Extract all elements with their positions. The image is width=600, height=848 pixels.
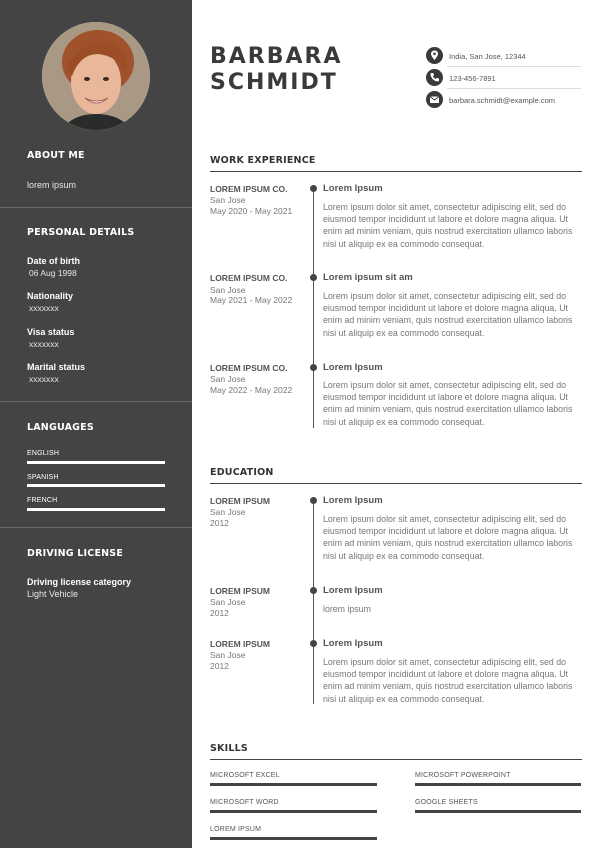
- skill-label: MICROSOFT POWERPOINT: [415, 772, 511, 779]
- timeline-dot: [310, 587, 317, 594]
- education-title: EDUCATION: [210, 467, 274, 478]
- candidate-name: [210, 44, 343, 96]
- work-location: San Jose: [210, 374, 246, 384]
- language-label: ENGLISH: [27, 450, 60, 457]
- contact-email[interactable]: barbara.schmidt@example.com: [449, 96, 555, 105]
- marital-value: xxxxxxx: [29, 374, 59, 384]
- contact-phone: 123-456-7891: [449, 74, 496, 83]
- education-degree: Lorem Ipsum: [323, 638, 383, 649]
- section-rule: [210, 759, 582, 760]
- divider: [0, 207, 192, 208]
- education-degree: Lorem Ipsum: [323, 585, 383, 596]
- timeline-dot: [310, 274, 317, 281]
- education-description: lorem ipsum: [323, 604, 371, 614]
- education-school: LOREM IPSUM: [210, 639, 270, 649]
- work-company: LOREM IPSUM CO.: [210, 184, 288, 194]
- marital-label: Marital status: [27, 362, 86, 372]
- work-company: LOREM IPSUM CO.: [210, 273, 288, 283]
- skill-level-bar: [210, 837, 377, 840]
- dob-label: Date of birth: [27, 256, 80, 266]
- driving-license-value: Light Vehicle: [27, 589, 79, 599]
- profile-photo: [42, 22, 150, 130]
- education-location: San Jose: [210, 597, 246, 607]
- skill-label: GOOGLE SHEETS: [415, 799, 478, 806]
- work-description: Lorem ipsum dolor sit amet, consectetur adipiscing elit, sed do eiusmod tempor incididunt ut labore et dolore magna aliqua. Ut enim ad minim veniam, quis nostrud exercitation ullamco laboris nisi ut aliquip ex ea commodo consequat.: [323, 380, 573, 427]
- skill-level-bar: [210, 783, 377, 786]
- language-level-bar: [27, 484, 165, 487]
- first-name: BARBARA: [210, 44, 343, 69]
- education-year: 2012: [210, 518, 229, 528]
- language-label: SPANISH: [27, 474, 59, 481]
- nationality-value: xxxxxxx: [29, 303, 59, 313]
- work-dates: May 2021 - May 2022: [210, 295, 293, 305]
- work-experience-title: WORK EXPERIENCE: [210, 155, 316, 166]
- timeline-dot: [310, 497, 317, 504]
- education-degree: Lorem Ipsum: [323, 495, 383, 506]
- work-location: San Jose: [210, 195, 246, 205]
- location-pin-icon: [426, 47, 443, 64]
- about-text: lorem ipsum: [27, 180, 77, 190]
- visa-label: Visa status: [27, 327, 75, 337]
- divider: [0, 527, 192, 528]
- work-company: LOREM IPSUM CO.: [210, 363, 288, 373]
- timeline-dot: [310, 640, 317, 647]
- education-description: Lorem ipsum dolor sit amet, consectetur adipiscing elit, sed do eiusmod tempor incididunt ut labore et dolore magna aliqua. Ut enim ad minim veniam, quis nostrud exercitation ullamco laboris nisi ut aliquip ex ea commodo consequat.: [323, 657, 573, 704]
- skill-label: MICROSOFT EXCEL: [210, 772, 280, 779]
- driving-license-label: Driving license category: [27, 577, 132, 587]
- work-location: San Jose: [210, 285, 246, 295]
- education-location: San Jose: [210, 507, 246, 517]
- education-location: San Jose: [210, 650, 246, 660]
- work-dates: May 2022 - May 2022: [210, 385, 293, 395]
- contact-address: India, San Jose, 12344: [449, 52, 526, 61]
- personal-details-title: PERSONAL DETAILS: [27, 227, 135, 238]
- education-school: LOREM IPSUM: [210, 586, 270, 596]
- skill-label: LOREM IPSUM: [210, 826, 262, 833]
- work-description: Lorem ipsum dolor sit amet, consectetur adipiscing elit, sed do eiusmod tempor incididunt ut labore et dolore magna aliqua. Ut enim ad minim veniam, quis nostrud exercitation ullamco laboris nisi ut aliquip ex ea commodo consequat.: [323, 291, 573, 338]
- driving-license-title: DRIVING LICENSE: [27, 548, 124, 559]
- education-school: LOREM IPSUM: [210, 496, 270, 506]
- language-label: FRENCH: [27, 497, 58, 504]
- sidebar: [0, 0, 192, 848]
- divider: [0, 401, 192, 402]
- timeline-dot: [310, 364, 317, 371]
- skills-title: SKILLS: [210, 743, 248, 754]
- education-description: Lorem ipsum dolor sit amet, consectetur adipiscing elit, sed do eiusmod tempor incididunt ut labore et dolore magna aliqua. Ut enim ad minim veniam, quis nostrud exercitation ullamco laboris nisi ut aliquip ex ea commodo consequat.: [323, 514, 573, 561]
- skill-level-bar: [415, 810, 581, 813]
- visa-value: xxxxxxx: [29, 339, 59, 349]
- email-icon: [426, 91, 443, 108]
- languages-title: LANGUAGES: [27, 422, 94, 433]
- education-year: 2012: [210, 608, 229, 618]
- language-level-bar: [27, 508, 165, 511]
- work-dates: May 2020 - May 2021: [210, 206, 293, 216]
- dob-value: 06 Aug 1998: [29, 268, 77, 278]
- timeline-line: [313, 500, 314, 704]
- skill-label: MICROSOFT WORD: [210, 799, 279, 806]
- phone-icon: [426, 69, 443, 86]
- work-description: Lorem ipsum dolor sit amet, consectetur adipiscing elit, sed do eiusmod tempor incididunt ut labore et dolore magna aliqua. Ut enim ad minim veniam, quis nostrud exercitation ullamco laboris nisi ut aliquip ex ea commodo consequat.: [323, 202, 573, 249]
- language-level-bar: [27, 461, 165, 464]
- section-rule: [210, 483, 582, 484]
- divider: [447, 66, 581, 67]
- about-title: ABOUT ME: [27, 150, 85, 161]
- last-name: SCHMIDT: [210, 70, 338, 95]
- work-role: Lorem Ipsum: [323, 183, 383, 194]
- section-rule: [210, 171, 582, 172]
- skill-level-bar: [210, 810, 377, 813]
- timeline-dot: [310, 185, 317, 192]
- nationality-label: Nationality: [27, 291, 74, 301]
- skill-level-bar: [415, 783, 581, 786]
- work-role: Lorem Ipsum: [323, 362, 383, 373]
- education-year: 2012: [210, 661, 229, 671]
- timeline-line: [313, 188, 314, 428]
- divider: [447, 88, 581, 89]
- work-role: Lorem ipsum sit am: [323, 272, 413, 283]
